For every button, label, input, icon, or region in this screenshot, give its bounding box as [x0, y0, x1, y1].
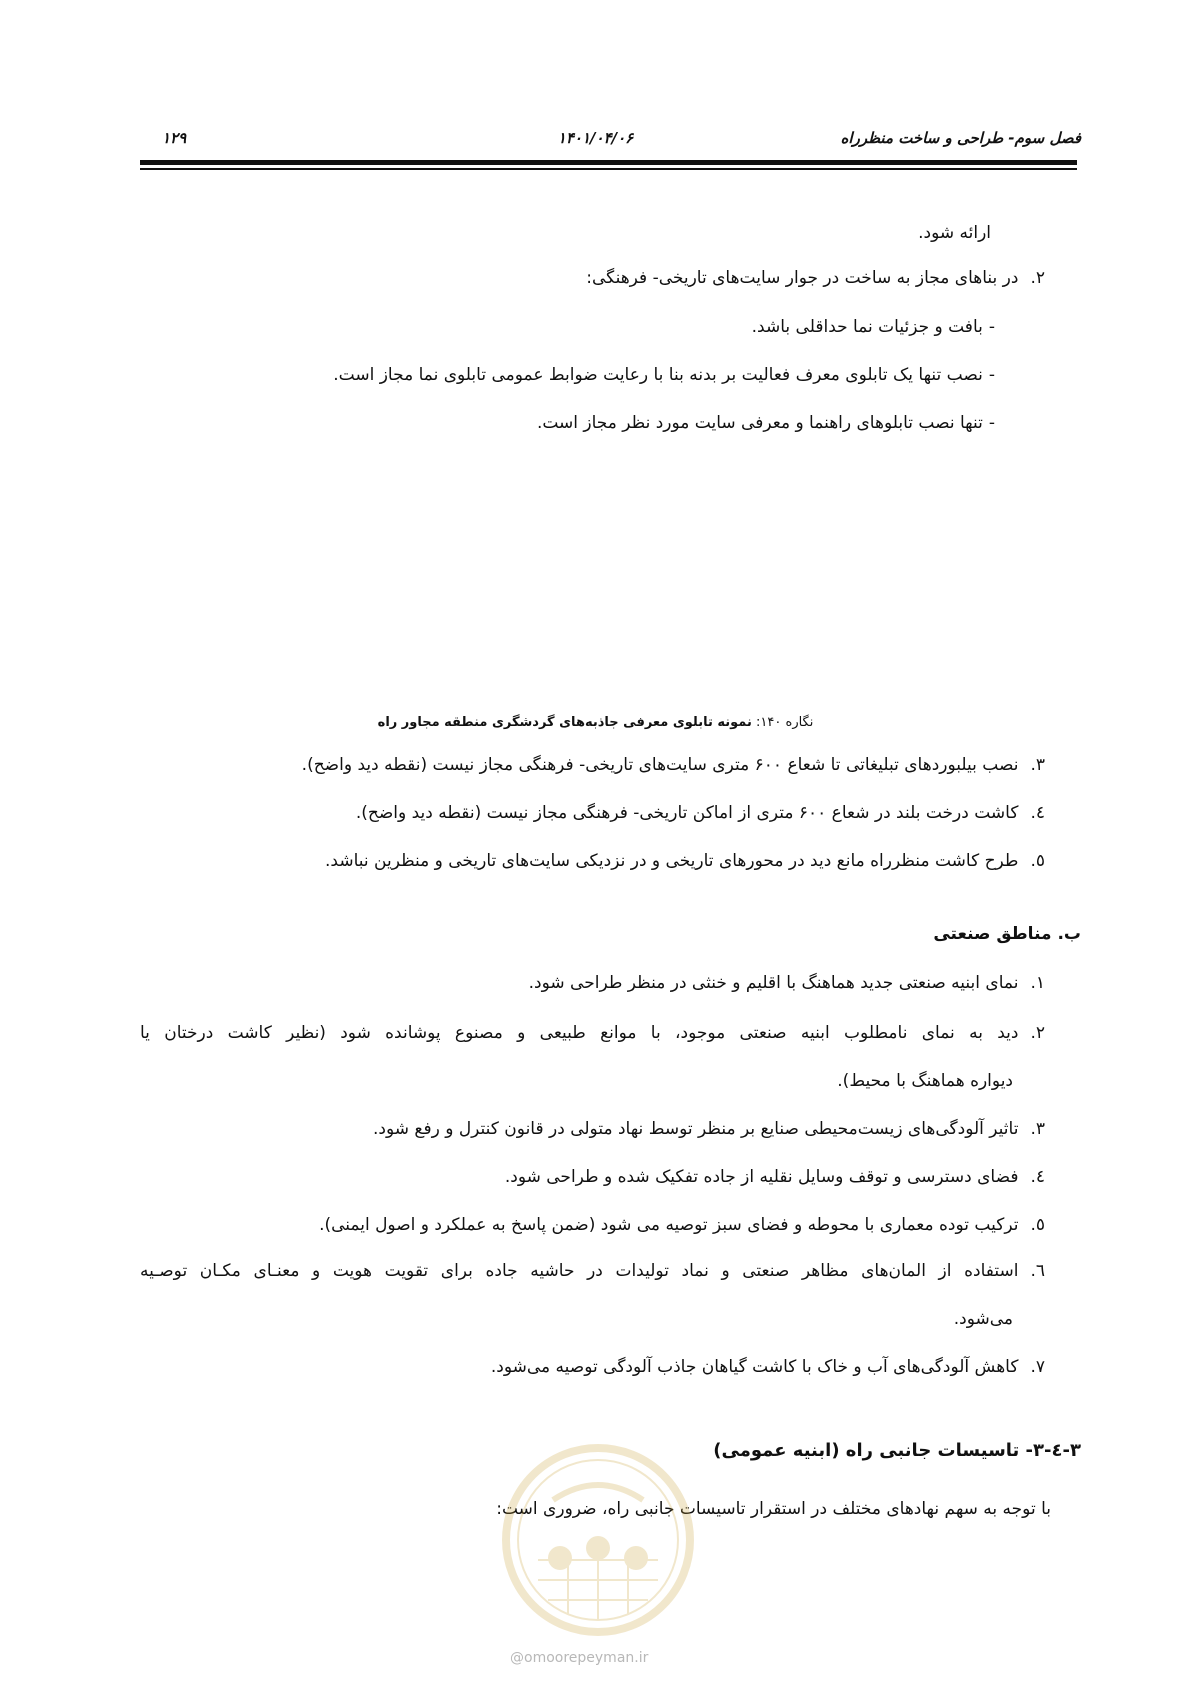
header-date: ۱۴۰۱/۰۴/۰۶ [557, 129, 634, 147]
list-text: فضای دسترسی و توقف وسایل نقلیه از جاده تفکیک شده و طراحی شود. [504, 1167, 1019, 1187]
bullet-text: نصب تنها یک تابلوی معرف فعالیت بر بدنه بنا با رعایت ضوابط عمومی تابلوی نما مجاز است. [333, 365, 983, 385]
list-text: نمای ابنیه صنعتی جدید هماهنگ با اقلیم و خنثی در منظر طراحی شود. [528, 973, 1019, 993]
section-intro: با توجه به سهم نهادهای مختلف در استقرار تاسیسات جانبی راه، ضروری است: [496, 1499, 1051, 1519]
list-number: ۱. [1030, 973, 1045, 993]
list-item [325, 848, 1045, 874]
header-rule-thin [140, 168, 1077, 170]
list-number: ۲. [1030, 1023, 1045, 1043]
list-item [140, 1258, 1045, 1284]
list-item [529, 970, 1045, 996]
figure-caption-label: نگاره ۱۴۰: [756, 715, 814, 730]
figure-caption-title: نمونه تابلوی معرفی جاذبه‌های گردشگری منطقه مجاور راه [377, 715, 752, 730]
list-text: طرح کاشت منظرراه مانع دید در محورهای تاریخی و در نزدیکی سایت‌های تاریخی و منظرین نباشد. [325, 851, 1019, 871]
page-number: ۱۲۹ [162, 129, 187, 147]
bullet-item [752, 314, 995, 340]
watermark-url: @omoorepeyman.ir [510, 1650, 649, 1666]
bullet-item [537, 410, 995, 436]
list-number: ٥. [1030, 851, 1045, 871]
list-number: ٥. [1030, 1215, 1045, 1235]
list-item [373, 1116, 1045, 1142]
watermark-logo-icon [498, 1440, 698, 1640]
list-text: استفاده از المان‌های مظاهر صنعتی و نماد تولیدات در حاشیه جاده برای تقویت هویت و معنـای مکـان توصـیه [140, 1261, 1019, 1281]
bullet-item [333, 362, 995, 388]
list-text: نصب بیلبوردهای تبلیغاتی تا شعاع ۶۰۰ متری سایت‌های تاریخی- فرهنگی مجاز نیست (نقطه دید واضح). [301, 755, 1019, 775]
bullet-dash: - [988, 413, 995, 433]
list-text: کاشت درخت بلند در شعاع ۶۰۰ متری از اماکن تاریخی- فرهنگی مجاز نیست (نقطه دید واضح). [355, 803, 1019, 823]
list-text: ترکیب توده معماری با محوطه و فضای سبز توصیه می شود (ضمن پاسخ به عملکرد و اصول ایمنی). [319, 1215, 1019, 1235]
list-number: ۷. [1030, 1357, 1045, 1377]
bullet-text: تنها نصب تابلوهای راهنما و معرفی سایت مورد نظر مجاز است. [536, 413, 983, 433]
list-number: ۳. [1030, 755, 1045, 775]
bullet-dash: - [988, 317, 995, 337]
list-item [319, 1212, 1045, 1238]
continuation-text: ارائه شود. [918, 223, 991, 243]
list-number: ۲. [1030, 268, 1045, 288]
chapter-title: فصل سوم- طراحی و ساخت منظرراه [840, 129, 1081, 147]
list-number: ٤. [1030, 1167, 1045, 1187]
section-heading-industrial: ب. مناطق صنعتی [933, 924, 1081, 944]
list-text: کاهش آلودگی‌های آب و خاک با کاشت گیاهان جاذب آلودگی توصیه می‌شود. [490, 1357, 1019, 1377]
list-number: ٤. [1030, 803, 1045, 823]
list-text: در بناهای مجاز به ساخت در جوار سایت‌های تاریخی- فرهنگی: [586, 268, 1019, 288]
list-number: ۳. [1030, 1119, 1045, 1139]
list-text: دید به نمای نامطلوب ابنیه صنعتی موجود، با موانع طبیعی و مصنوع پوشانده شود (نظیر کاشت درختان یا [140, 1023, 1019, 1043]
list-item [586, 265, 1045, 291]
list-item [356, 800, 1045, 826]
list-item [491, 1354, 1045, 1380]
figure-caption [0, 715, 1191, 730]
list-item [140, 1020, 1045, 1046]
bullet-dash: - [988, 365, 995, 385]
header-rule-thick [140, 160, 1077, 165]
bullet-text: بافت و جزئیات نما حداقلی باشد. [751, 317, 983, 337]
list-item-continuation: دیواره هماهنگ با محیط). [837, 1071, 1013, 1091]
list-item-continuation: می‌شود. [953, 1309, 1013, 1329]
list-item [505, 1164, 1045, 1190]
list-number: ٦. [1030, 1261, 1045, 1281]
list-text: تاثیر آلودگی‌های زیست‌محیطی صنایع بر منظر توسط نهاد متولی در قانون کنترل و رفع شود. [373, 1119, 1019, 1139]
section-heading-3-4-3: ۳-٤-۳- تاسیسات جانبی راه (ابنیه عمومی) [713, 1440, 1081, 1461]
list-item [302, 752, 1045, 778]
